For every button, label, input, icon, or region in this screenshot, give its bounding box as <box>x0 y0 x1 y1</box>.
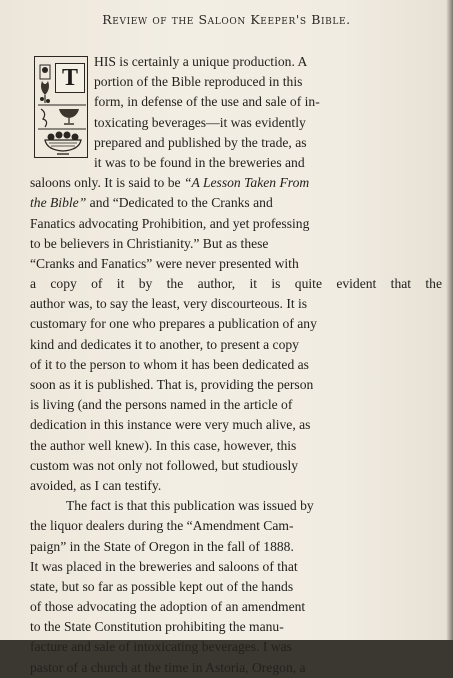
text-line: is living (and the persons named in the article of <box>30 397 293 413</box>
text-segment: and “Dedicated to the Cranks and <box>86 195 273 211</box>
text-line: a copy of it by the author, it is quite evident that the <box>30 276 442 292</box>
text-line: Fanatics advocating Prohibition, and yet professing <box>30 215 310 231</box>
drop-cap-letter: T <box>55 63 85 93</box>
text-line: dedication in this instance were very much alive, as <box>30 417 311 433</box>
text-segment: saloons only. It is said to be <box>30 175 184 191</box>
text-line: to be believers in Christianity.” But as these <box>30 235 269 251</box>
body-text <box>30 52 442 678</box>
text-line: to the State Constitution prohibiting the manu- <box>30 619 284 635</box>
text-line: It was placed in the breweries and saloons of that <box>30 558 298 574</box>
text-line: author was, to say the least, very discourteous. It is <box>30 296 308 312</box>
text-line: pastor of a church at the time in Astoria, Oregon, a <box>30 659 306 675</box>
text-line: soon as it is published. That is, providing the person <box>30 377 314 392</box>
italic-title: “A Lesson Taken From <box>183 175 310 191</box>
text-line: the liquor dealers during the “Amendment Cam- <box>30 518 294 534</box>
text-line: avoided, as I can testify. <box>30 477 162 493</box>
text-line: state, but so far as possible kept out of the hands <box>30 578 294 594</box>
text-line: portion of the Bible reproduced in this <box>94 74 303 90</box>
text-line: facture and sale of intoxicating beverages. I was <box>30 639 292 655</box>
text-line: HIS is certainly a unique production. A <box>94 54 308 69</box>
text-line: customary for one who prepares a publication of any <box>30 316 317 332</box>
text-line: prepared and published by the trade, as <box>94 134 307 150</box>
text-line: The fact is that this publication was issued by <box>66 498 314 514</box>
text-line <box>30 173 442 193</box>
text-line <box>30 193 442 213</box>
text-line: kind and dedicates it to another, to present a copy <box>30 336 299 352</box>
text-line: “Cranks and Fanatics” were never presented with <box>30 255 299 271</box>
text-line: paign” in the State of Oregon in the fall of 1888. <box>30 538 294 554</box>
text-line: of those advocating the adoption of an amendment <box>30 599 306 615</box>
text-line: toxicating beverages—it was evidently <box>94 114 306 130</box>
text-line: the author well knew). In this case, however, this <box>30 437 297 453</box>
italic-title: the Bible” <box>30 195 87 211</box>
text-line: form, in defense of the use and sale of in- <box>94 94 320 110</box>
page-heading: Review of the Saloon Keeper's Bible. <box>102 12 351 27</box>
text-line: it was to be found in the breweries and <box>94 154 305 170</box>
text-line: custom was not only not followed, but studiously <box>30 457 299 473</box>
text-line: of it to the person to whom it has been dedicated as <box>30 356 309 372</box>
page-edge-shadow <box>446 0 453 640</box>
